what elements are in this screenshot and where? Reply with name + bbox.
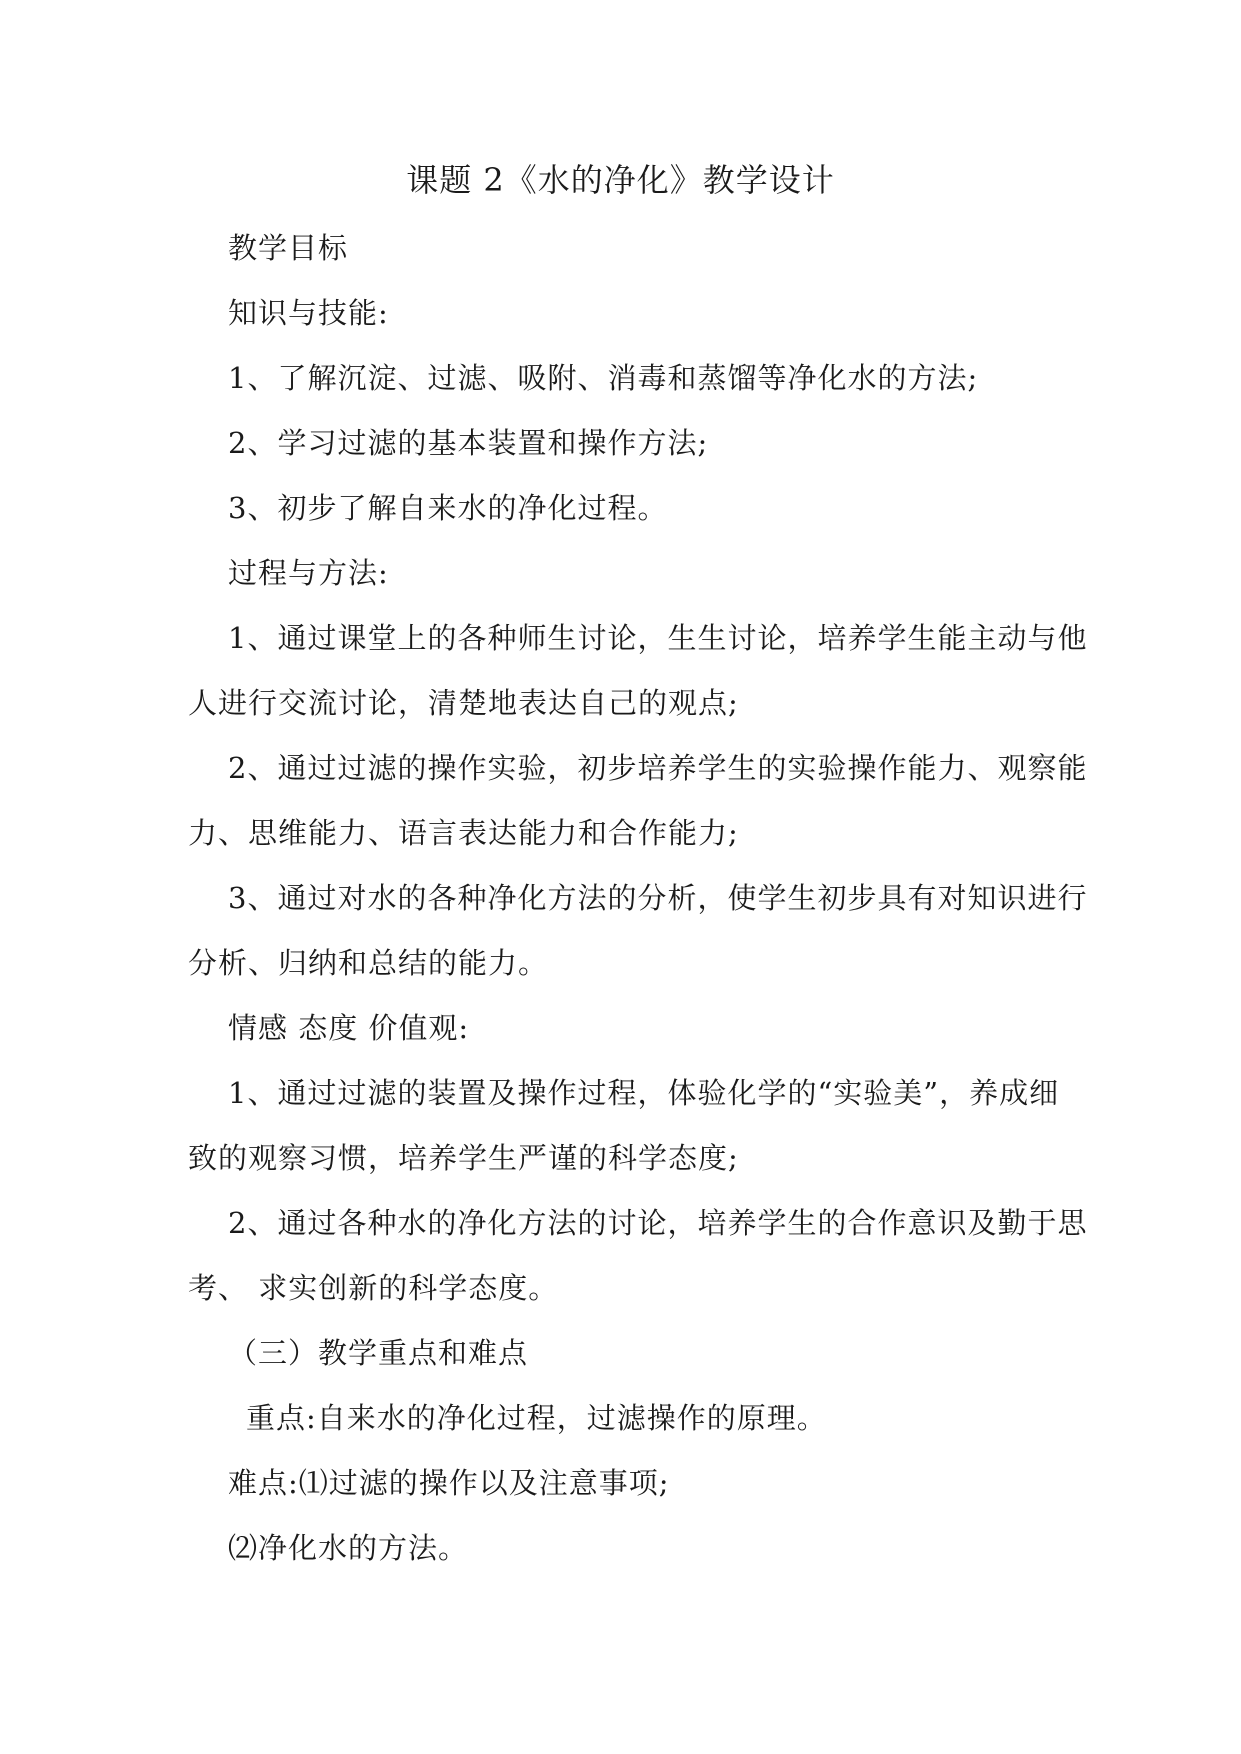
text-line: 考、 求实创新的科学态度。 — [188, 1271, 559, 1305]
heading-key-difficult-points: （三）教学重点和难点 — [228, 1336, 529, 1370]
text-line: 1、通过课堂上的各种师生讨论，生生讨论，培养学生能主动与他 — [228, 621, 1088, 655]
text-line: 1、了解沉淀、过滤、吸附、消毒和蒸馏等净化水的方法; — [228, 361, 979, 395]
text-line-key-points: 重点:自来水的净化过程，过滤操作的原理。 — [246, 1401, 827, 1435]
text-line: 1、通过过滤的装置及操作过程，体验化学的“实验美”，养成细 — [228, 1076, 1060, 1110]
text-line: 力、思维能力、语言表达能力和合作能力; — [188, 816, 739, 850]
text-line: ⑵净化水的方法。 — [228, 1531, 469, 1565]
text-line: 3、通过对水的各种净化方法的分析，使学生初步具有对知识进行 — [228, 881, 1088, 915]
text-line: 分析、归纳和总结的能力。 — [188, 946, 549, 980]
heading-knowledge-skills: 知识与技能: — [228, 296, 389, 330]
text-line: 2、通过各种水的净化方法的讨论，培养学生的合作意识及勤于思 — [228, 1206, 1088, 1240]
document-title: 课题 2《水的净化》教学设计 — [406, 161, 835, 199]
text-line: 2、通过过滤的操作实验，初步培养学生的实验操作能力、观察能 — [228, 751, 1088, 785]
text-line: 致的观察习惯，培养学生严谨的科学态度; — [188, 1141, 739, 1175]
text-line: 3、初步了解自来水的净化过程。 — [228, 491, 668, 525]
heading-teaching-objectives: 教学目标 — [228, 231, 349, 265]
text-line: 人进行交流讨论，清楚地表达自己的观点; — [188, 686, 739, 720]
text-line-difficult-points: 难点:⑴过滤的操作以及注意事项; — [228, 1466, 670, 1500]
text-line: 2、学习过滤的基本装置和操作方法; — [228, 426, 709, 460]
heading-emotion-attitude-values: 情感 态度 价值观: — [228, 1011, 470, 1045]
heading-process-methods: 过程与方法: — [228, 556, 389, 590]
